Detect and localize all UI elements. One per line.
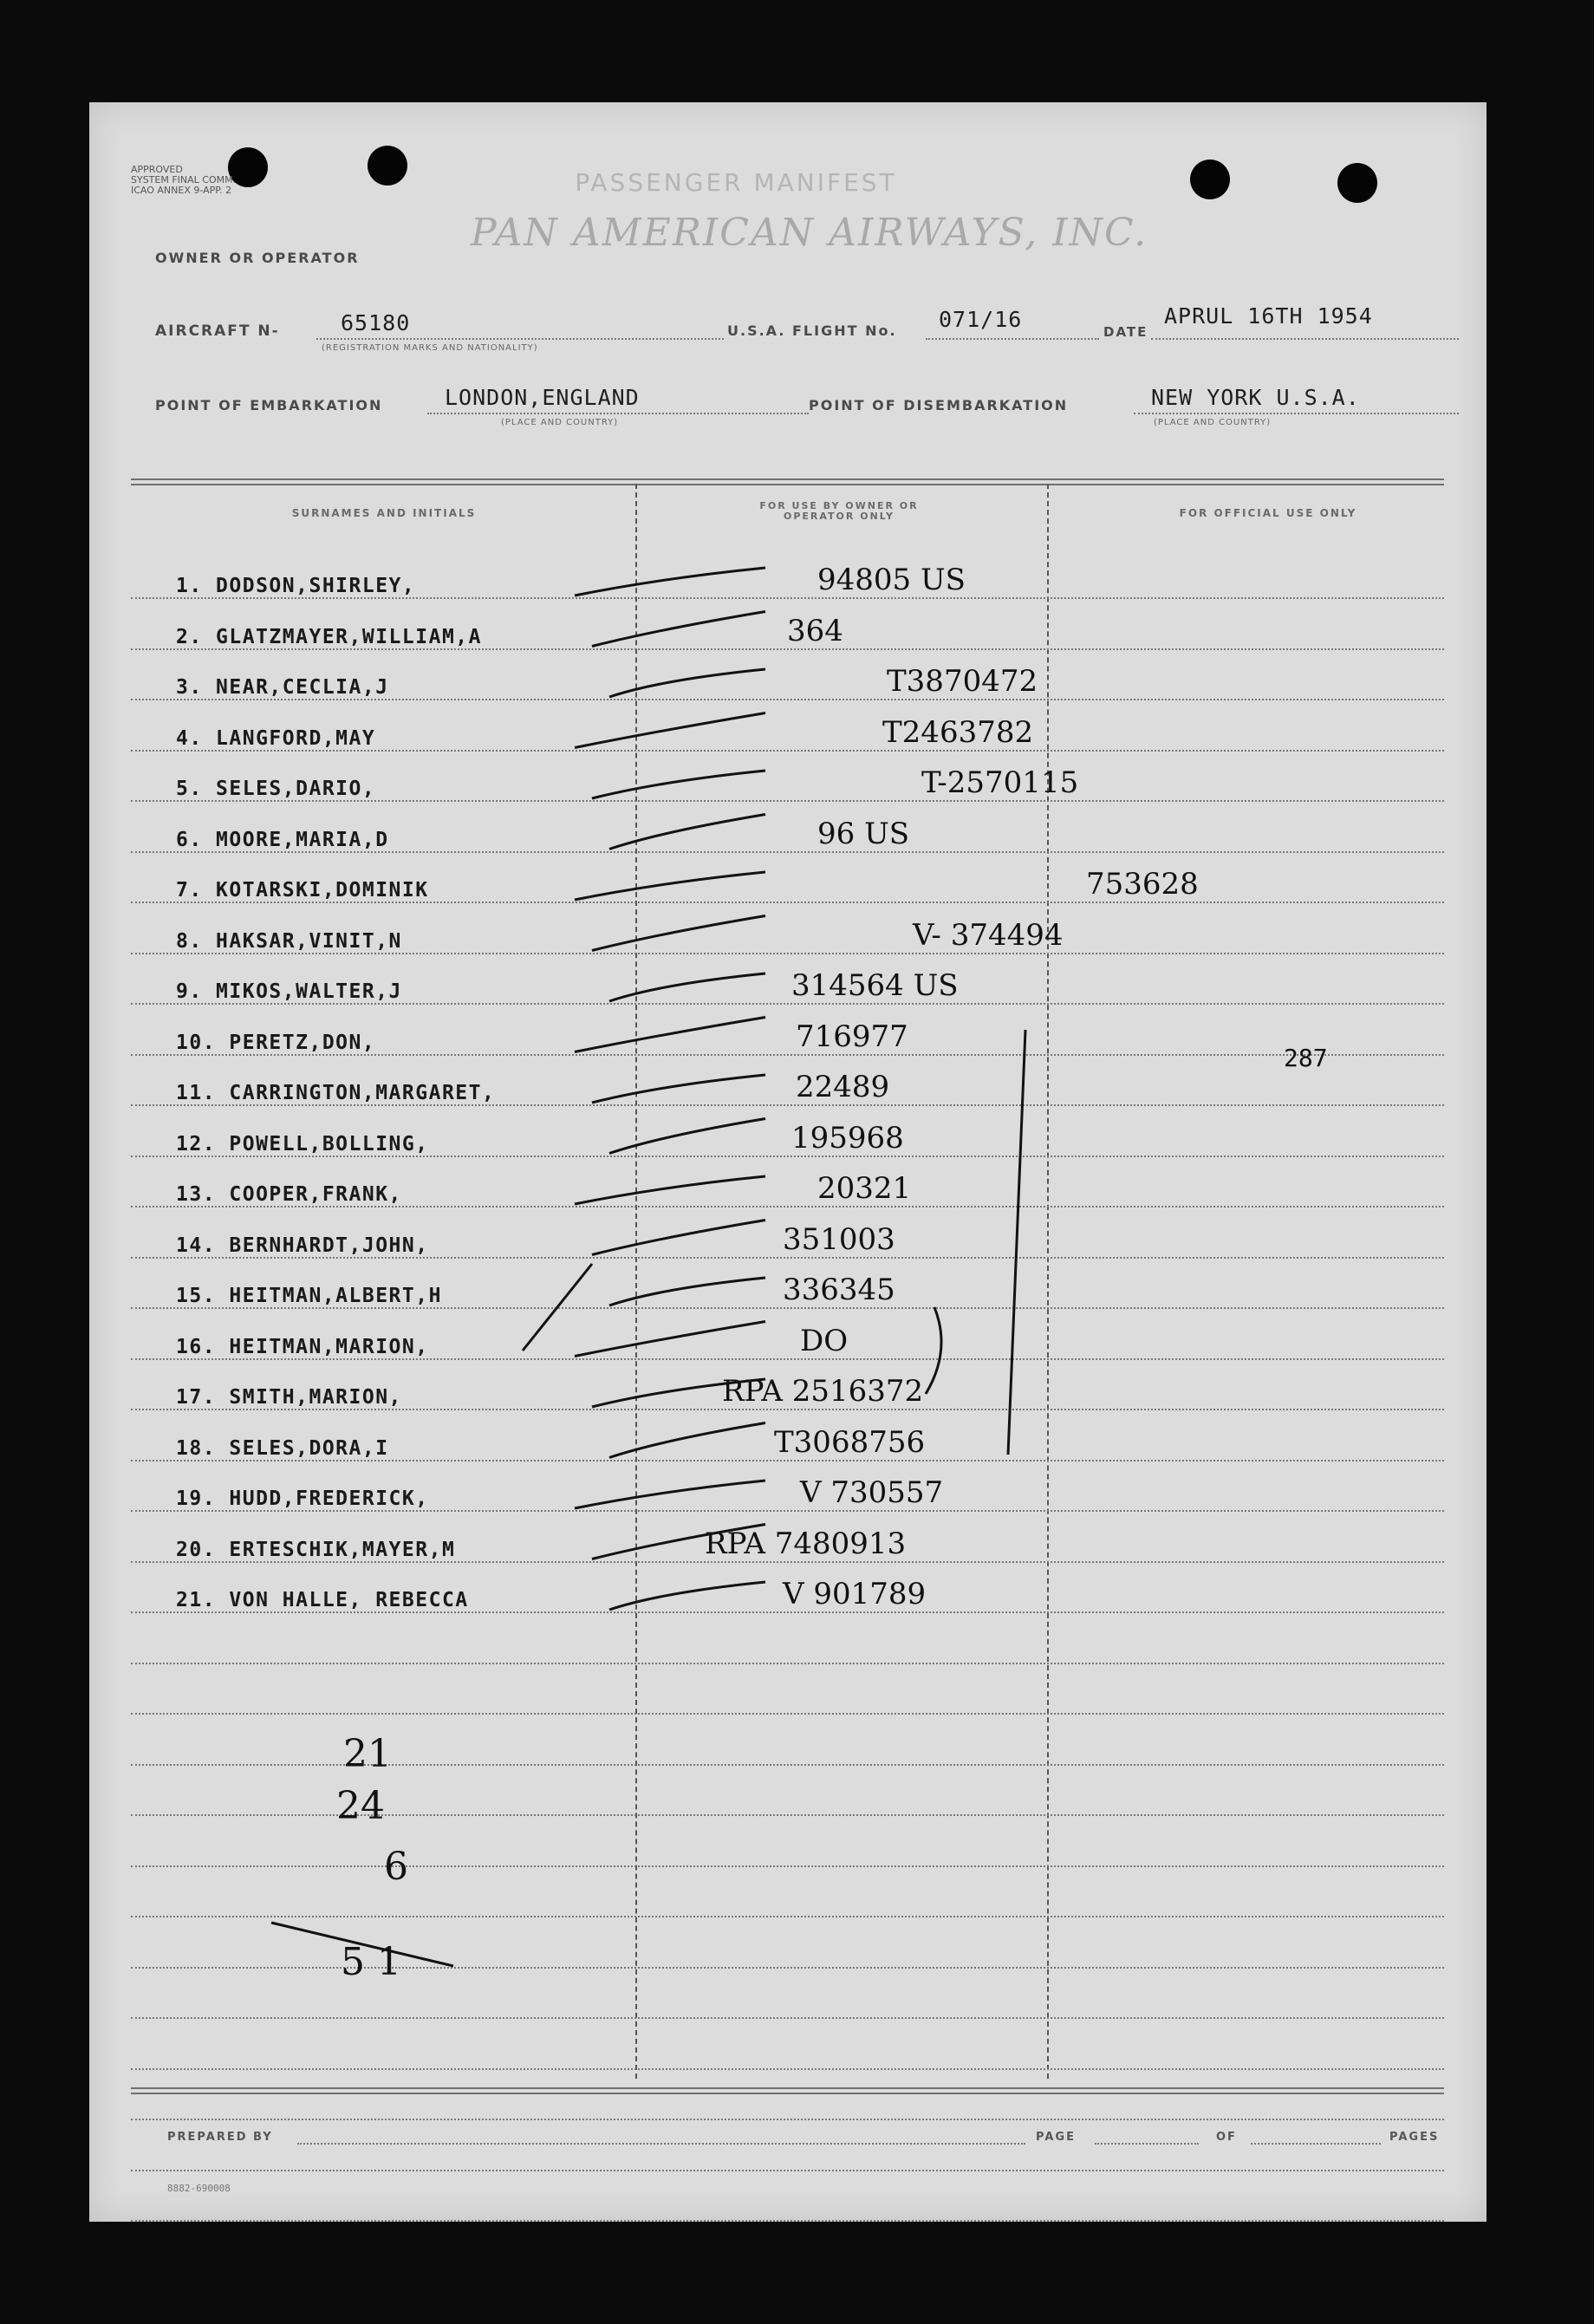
passenger-name: 13. COOPER,FRANK,	[176, 1183, 402, 1206]
approval-note: APPROVED SYSTEM FINAL COMM. ICAO ANNEX 9-APP. 2	[131, 164, 237, 196]
disembark-sub: (PLACE AND COUNTRY)	[1154, 418, 1272, 427]
passenger-name: 18. SELES,DORA,I	[176, 1436, 389, 1460]
passenger-name: 1. DODSON,SHIRLEY,	[176, 575, 416, 597]
owner-note: T2463782	[882, 714, 1034, 750]
owner-label: OWNER OR OPERATOR	[155, 250, 360, 266]
passenger-name: 7. KOTARSKI,DOMINIK	[176, 879, 429, 902]
owner-note: RPA 7480913	[705, 1526, 907, 1561]
aircraft-value: 65180	[341, 310, 411, 335]
disembark-label: POINT OF DISEMBARKATION	[809, 397, 1069, 413]
date-value: APRUL 16TH 1954	[1164, 303, 1373, 329]
tally-number: 24	[336, 1784, 385, 1828]
passenger-name: 14. BERNHARDT,JOHN,	[176, 1234, 429, 1257]
owner-note: V 730557	[800, 1475, 944, 1510]
disembark-value: NEW YORK U.S.A.	[1151, 385, 1360, 410]
owner-note: 96 US	[817, 816, 910, 851]
passenger-name: 17. SMITH,MARION,	[176, 1386, 402, 1409]
passenger-name: 6. MOORE,MARIA,D	[176, 828, 389, 851]
form-title: PASSENGER MANIFEST	[575, 168, 897, 197]
passenger-name: 2. GLATZMAYER,WILLIAM,A	[176, 625, 482, 648]
check-stroke	[609, 1582, 765, 1610]
passenger-name: 4. LANGFORD,MAY	[176, 726, 376, 750]
owner-note: 195968	[791, 1120, 904, 1155]
passenger-name: 3. NEAR,CECLIA,J	[176, 676, 389, 699]
check-stroke	[592, 1379, 765, 1407]
embark-sub: (PLACE AND COUNTRY)	[501, 418, 619, 427]
check-stroke	[575, 713, 765, 748]
owner-note: 20321	[817, 1171, 912, 1206]
tally-number: 51	[341, 1940, 413, 1984]
form-number: 8882-690008	[167, 2183, 231, 2194]
owner-note: 336345	[783, 1273, 895, 1307]
embark-label: POINT OF EMBARKATION	[155, 397, 383, 413]
page-label: PAGE	[1036, 2131, 1076, 2144]
flight-value: 071/16	[939, 307, 1023, 332]
check-stroke	[592, 771, 765, 798]
passenger-name: 15. HEITMAN,ALBERT,H	[176, 1285, 442, 1307]
date-label: DATE	[1103, 324, 1148, 340]
owner-note: RPA 2516372	[722, 1374, 924, 1409]
owner-note: T3870472	[887, 664, 1038, 699]
prepared-by-label: PREPARED BY	[167, 2131, 273, 2144]
official-note: 287	[1284, 1044, 1328, 1072]
passenger-name: 9. MIKOS,WALTER,J	[176, 980, 402, 1003]
owner-note: 716977	[796, 1019, 908, 1054]
of-label: OF	[1216, 2131, 1237, 2144]
passenger-name: 21. VON HALLE, REBECCA	[176, 1589, 469, 1611]
owner-note: T-2570115	[921, 765, 1079, 800]
check-stroke	[609, 815, 765, 850]
embark-value: LONDON,ENGLAND	[445, 385, 640, 410]
owner-note: T3068756	[774, 1424, 926, 1460]
owner-note: 364	[787, 613, 843, 648]
column-header-owner: FOR USE BY OWNER OR OPERATOR ONLY	[759, 500, 919, 522]
owner-note: 22489	[796, 1070, 890, 1104]
check-stroke	[609, 1423, 765, 1458]
carrier-name: PAN AMERICAN AIRWAYS, INC.	[471, 211, 1148, 255]
aircraft-label: AIRCRAFT N-	[155, 322, 280, 340]
passenger-name: 10. PERETZ,DON,	[176, 1031, 376, 1054]
passenger-name: 19. HUDD,FREDERICK,	[176, 1487, 429, 1510]
check-stroke	[592, 1075, 765, 1103]
aircraft-sub: (REGISTRATION MARKS AND NATIONALITY)	[322, 343, 538, 353]
check-stroke	[609, 1119, 765, 1154]
sum-line	[271, 1923, 453, 1966]
owner-note: DO	[800, 1323, 849, 1358]
passenger-name: 12. POWELL,BOLLING,	[176, 1132, 429, 1155]
check-stroke	[575, 568, 765, 596]
check-stroke	[592, 612, 765, 647]
pages-label: PAGES	[1389, 2131, 1440, 2144]
manifest-sheet	[89, 102, 1487, 2222]
check-stroke	[575, 1018, 765, 1052]
owner-note: V- 374494	[913, 917, 1064, 953]
check-stroke	[575, 1176, 765, 1204]
tally-number: 6	[384, 1845, 408, 1889]
column-header-surnames: SURNAMES AND INITIALS	[291, 507, 477, 519]
brace-stroke	[1008, 1030, 1025, 1455]
owner-note: 94805 US	[817, 563, 966, 597]
tally-slash	[523, 1264, 592, 1351]
check-stroke	[609, 1278, 765, 1305]
check-stroke	[592, 1221, 765, 1255]
brace-stroke	[926, 1307, 941, 1394]
owner-note: 753628	[1086, 867, 1199, 902]
check-stroke	[609, 973, 765, 1001]
owner-note: 351003	[783, 1221, 895, 1257]
column-header-official: FOR OFFICIAL USE ONLY	[1179, 507, 1357, 519]
passenger-name: 8. HAKSAR,VINIT,N	[176, 929, 402, 953]
passenger-name: 5. SELES,DARIO,	[176, 778, 376, 800]
passenger-name: 20. ERTESCHIK,MAYER,M	[176, 1538, 456, 1561]
tally-number: 21	[343, 1732, 392, 1776]
passenger-name: 16. HEITMAN,MARION,	[176, 1335, 429, 1358]
owner-note: 314564 US	[791, 968, 959, 1003]
check-marks	[89, 102, 1487, 2222]
passenger-name: 11. CARRINGTON,MARGARET,	[176, 1082, 496, 1104]
check-stroke	[575, 1481, 765, 1508]
check-stroke	[592, 1525, 765, 1559]
owner-note: V 901789	[783, 1577, 927, 1611]
flight-label: U.S.A. FLIGHT No.	[727, 322, 897, 339]
check-stroke	[575, 872, 765, 900]
check-stroke	[575, 1322, 765, 1357]
check-stroke	[592, 916, 765, 951]
check-stroke	[609, 669, 765, 697]
